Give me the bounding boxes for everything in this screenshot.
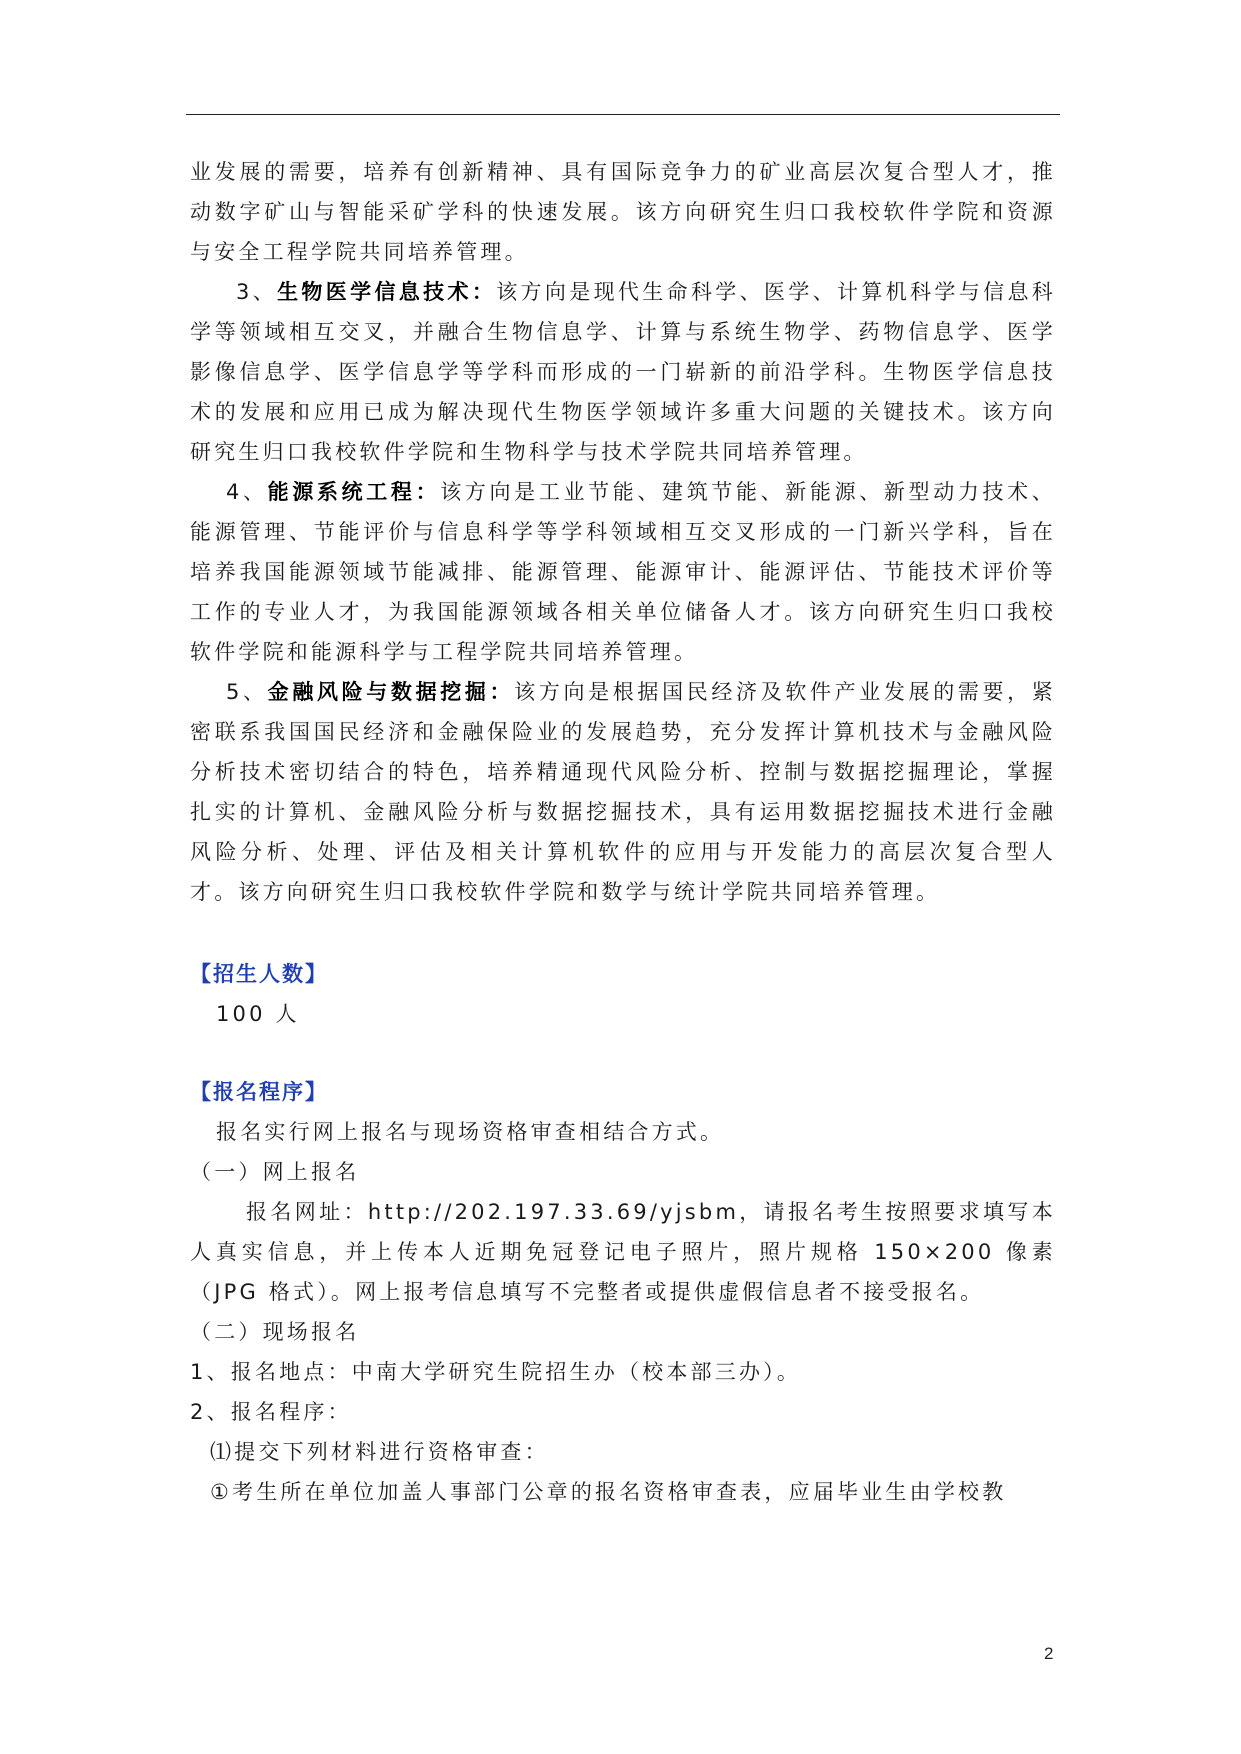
onsite-registration-heading: （二）现场报名 <box>190 1320 360 1344</box>
registration-procedure-heading: 2、报名程序： <box>190 1400 352 1424</box>
direction-number: 3、 <box>236 280 278 304</box>
direction-title: 能源系统工程： <box>267 480 441 504</box>
procedure-step-1: ⑴提交下列材料进行资格审查： <box>210 1440 549 1464</box>
page-number: 2 <box>1044 1644 1054 1663</box>
direction-text: 该方向是根据国民经济及软件产业发展的需要，紧密联系我国国民经济和金融保险业的发展趋势，充分发挥计算机技术与金融风险分析技术密切结合的特色，培养精通现代风险分析、控制与数据挖掘理论，掌握扎实的计算机、金融风险分析与数据挖掘技术，具有运用数据挖掘技术进行金融风险分析、处理、评估及相关计算机软件的应用与开发能力的高层次复合型人才。该方向研究生归口我校软件学院和数学与统计学院共同培养管理。 <box>190 680 1057 904</box>
registration-heading: 【报名程序】 <box>190 1080 328 1104</box>
enrollment-value: 100 人 <box>216 1002 300 1026</box>
direction-text: 该方向是工业节能、建筑节能、新能源、新型动力技术、能源管理、节能评价与信息科学等学科领域相互交叉形成的一门新兴学科，旨在培养我国能源领域节能减排、能源管理、能源审计、能源评估、节能技术评价等工作的专业人才，为我国能源领域各相关单位储备人才。该方向研究生归口我校软件学院和能源科学与工程学院共同培养管理。 <box>190 480 1057 664</box>
direction-paragraph-3 <box>190 272 1056 472</box>
registration-location: 1、报名地点：中南大学研究生院招生办（校本部三办）。 <box>190 1360 802 1384</box>
direction-paragraph-5 <box>190 672 1056 912</box>
direction-number: 4、 <box>226 480 268 504</box>
direction-text: 该方向是现代生命科学、医学、计算机科学与信息科学等领域相互交叉，并融合生物信息学、计算与系统生物学、药物信息学、医学影像信息学、医学信息学等学科而形成的一门崭新的前沿学科。生物医学信息技术的发展和应用已成为解决现代生物医学领域许多重大问题的关键技术。该方向研究生归口我校软件学院和生物科学与技术学院共同培养管理。 <box>190 280 1056 464</box>
header-rule <box>186 114 1060 115</box>
direction-paragraph-4 <box>190 472 1056 672</box>
registration-intro: 报名实行网上报名与现场资格审查相结合方式。 <box>216 1120 725 1144</box>
document-body <box>190 152 1056 1512</box>
direction-title: 金融风险与数据挖掘： <box>267 680 515 704</box>
online-registration-heading: （一）网上报名 <box>190 1160 360 1184</box>
procedure-item-1: ①考生所在单位加盖人事部门公章的报名资格审查表，应届毕业生由学校教 <box>210 1480 1007 1504</box>
direction-number: 5、 <box>226 680 268 704</box>
enrollment-heading: 【招生人数】 <box>190 962 328 986</box>
continuation-paragraph: 业发展的需要，培养有创新精神、具有国际竞争力的矿业高层次复合型人才，推动数字矿山与智能采矿学科的快速发展。该方向研究生归口我校软件学院和资源与安全工程学院共同培养管理。 <box>190 160 1056 264</box>
online-registration-text: 报名网址：http://202.197.33.69/yjsbm，请报名考生按照要求填写本人真实信息，并上传本人近期免冠登记电子照片，照片规格 150×200 像素（JPG 格式）。网上报考信息填写不完整者或提供虚假信息者不接受报名。 <box>190 1200 1056 1304</box>
direction-title: 生物医学信息技术： <box>277 280 497 304</box>
